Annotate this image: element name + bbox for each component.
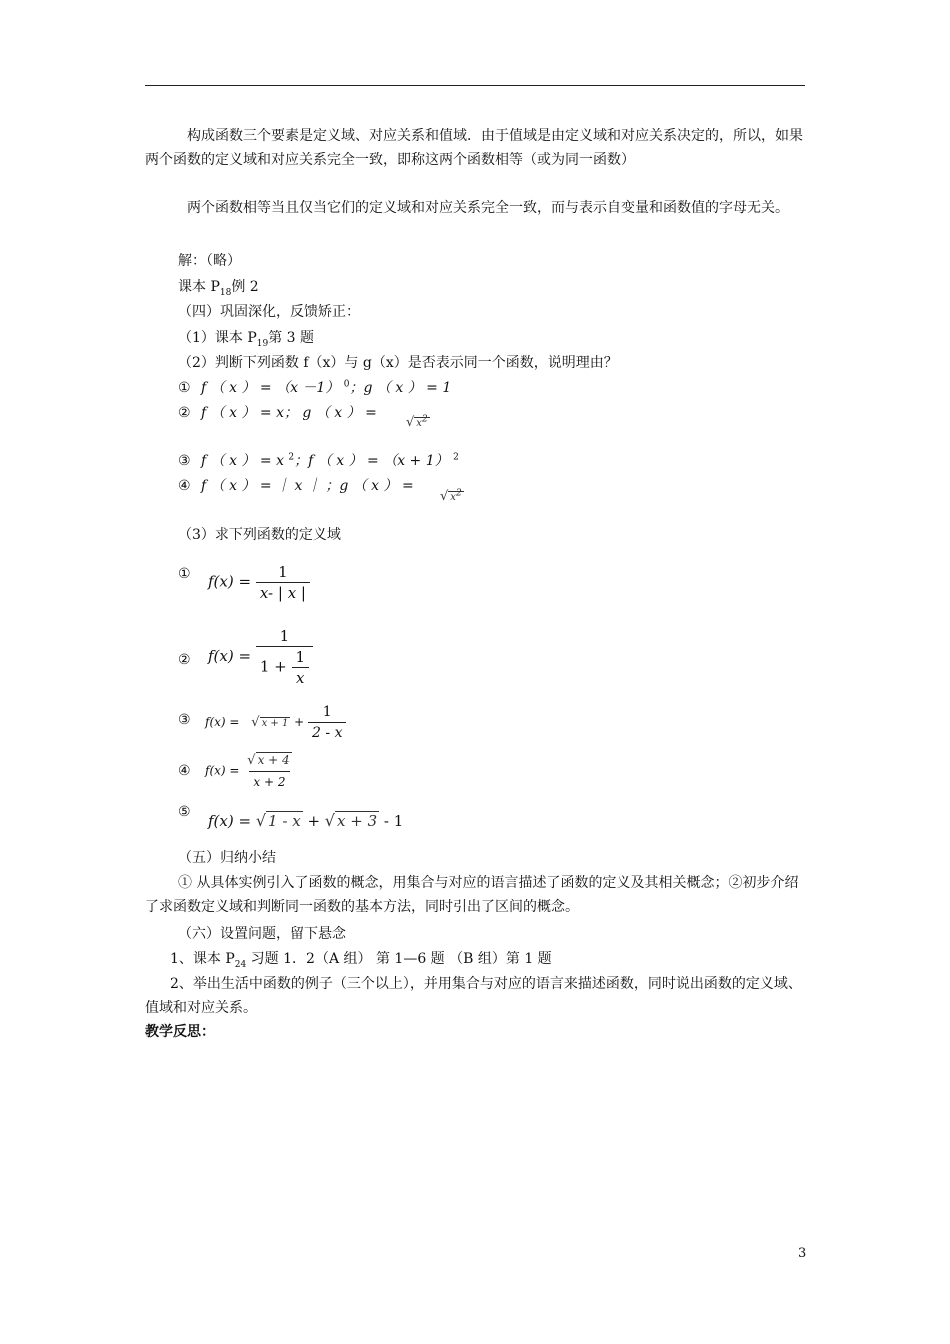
judge-expr-2: f （ x ） = x； g （ x ） = — [201, 405, 377, 421]
section-six-heading: （六）设置问题，留下悬念 — [178, 926, 346, 942]
sqrt-one-minus-x: √ 1 - x — [255, 811, 301, 830]
question-two: （2）判断下列函数 f（x）与 g（x）是否表示同一个函数，说明理由？ — [178, 355, 618, 371]
page-number: 3 — [798, 1246, 807, 1261]
radicand-5b: x + 3 — [337, 812, 378, 830]
circle-num-d5: ⑤ — [178, 804, 191, 820]
radicand-5a: 1 - x — [268, 812, 301, 830]
domain-formula-1 — [208, 564, 310, 601]
paragraph-elements: 构成函数三个要素是定义域、对应关系和值域．由于值域是由定义域和对应关系决定的，所以，如果两个函数的定义域和对应关系完全一致，即称这两个函数相等（或为同一函数） — [145, 128, 803, 168]
textbook-example — [178, 279, 259, 298]
question-one — [178, 330, 315, 349]
fraction-1-num: 1 — [278, 563, 288, 581]
judge-item-1 — [178, 380, 451, 396]
fraction-2-den — [256, 646, 313, 686]
fraction-1 — [256, 564, 310, 601]
fraction-4 — [243, 752, 295, 790]
tail-5: - 1 — [383, 812, 404, 830]
hw1-page: 24 — [234, 959, 247, 970]
hw1-prefix: 1、课本 P — [170, 951, 235, 967]
teaching-reflection-heading: 教学反思： — [145, 1024, 215, 1040]
fx-label-5: f(x) = — [208, 812, 252, 830]
fraction-3-den: 2 - x — [308, 722, 346, 741]
radicand-3: x + 1 — [261, 718, 289, 729]
judge-expr-3b: ；f （ x ） = （x + 1） — [294, 453, 454, 469]
circle-num-4: ④ — [178, 478, 191, 494]
sqrt-x-plus-4: √ x + 4 — [247, 753, 290, 768]
sqrt-x-plus-1: √ x + 1 — [251, 715, 289, 730]
domain-formula-4 — [205, 752, 296, 790]
circle-num-d3: ③ — [178, 712, 191, 728]
fraction-2-inner — [292, 649, 310, 686]
judge-exp-1: 0 — [343, 379, 350, 390]
question-three: （3）求下列函数的定义域 — [178, 527, 341, 543]
circle-num-3: ③ — [178, 453, 191, 469]
fraction-4-den: x + 2 — [249, 771, 289, 790]
section-five-heading: （五）归纳小结 — [178, 850, 276, 866]
sqrt-arg-2: x — [450, 492, 456, 503]
sqrt-x-squared-1 — [406, 414, 430, 432]
q1-page: 19 — [256, 338, 269, 349]
sqrt-symbol-1: √ $x^2$ — [406, 414, 428, 430]
sqrt-x-squared-2 — [440, 488, 464, 506]
fraction-2-num: 1 — [279, 627, 290, 645]
judge-item-3 — [178, 453, 459, 469]
plus-3: + — [294, 715, 305, 729]
judge-expr-1b: ；g （ x ） = 1 — [349, 380, 452, 396]
plus-5: + — [307, 812, 321, 830]
fx-label-1: f(x) = — [208, 572, 252, 591]
domain-formula-3 — [205, 704, 346, 741]
circle-num-2: ② — [178, 405, 191, 421]
fx-label-3: f(x) = — [205, 715, 240, 729]
circle-num-d4: ④ — [178, 763, 191, 779]
sqrt-arg-1: x — [416, 418, 422, 429]
judge-exp-3: 2 — [288, 452, 295, 463]
summary-paragraph: ① 从具体实例引入了函数的概念，用集合与对应的语言描述了函数的定义及其相关概念；②初步介绍了求函数定义域和判断同一函数的基本方法，同时引出了区间的概念。 — [145, 875, 799, 915]
fraction-2 — [256, 628, 313, 686]
fraction-3-num: 1 — [322, 704, 332, 720]
textbook-suffix: 例 2 — [231, 279, 259, 295]
fx-label-2: f(x) = — [208, 647, 252, 665]
domain-formula-5 — [208, 813, 403, 829]
judge-exp-3b: 2 — [453, 452, 459, 463]
judge-item-4 — [178, 478, 414, 494]
hw1-suffix: 习题 1．2（A 组） 第 1—6 题 （B 组）第 1 题 — [246, 951, 552, 967]
paragraph-equality: 两个函数相等当且仅当它们的定义域和对应关系完全一致，而与表示自变量和函数值的字母无关。 — [187, 200, 789, 216]
sqrt-symbol-2: √ $x^2$ — [440, 488, 462, 504]
judge-expr-3: f （ x ） = x — [201, 453, 289, 469]
domain-formula-2 — [208, 628, 313, 686]
header-rule — [145, 85, 805, 86]
homework-one — [170, 951, 552, 970]
sqrt-exp-2: 2 — [455, 488, 462, 499]
textbook-page: 18 — [219, 287, 232, 298]
judge-expr-4: f （ x ） = ｜ x ｜ ；g （ x ） = — [201, 478, 414, 494]
homework-two: 2、举出生活中函数的例子（三个以上），并用集合与对应的语言来描述函数，同时说出函数的定义域、值域和对应关系。 — [145, 976, 802, 1016]
fraction-2-inner-den: x — [292, 667, 308, 686]
circle-num-d1: ① — [178, 566, 191, 582]
q1-prefix: （1）课本 P — [178, 330, 257, 346]
fraction-4-num — [243, 752, 295, 771]
fx-label-4: f(x) = — [205, 763, 240, 778]
circle-num-d2: ② — [178, 652, 191, 668]
radicand-4: x + 4 — [257, 753, 290, 767]
q1-suffix: 第 3 题 — [268, 330, 315, 346]
circle-num-1: ① — [178, 380, 191, 396]
judge-expr-1: f （ x ） = （x －1） — [201, 380, 344, 396]
sqrt-exp-1: 2 — [421, 414, 428, 425]
textbook-prefix: 课本 P — [178, 279, 220, 295]
fraction-3 — [308, 704, 346, 741]
solution-line: 解：（略） — [178, 253, 241, 269]
fraction-1-den: x- | x | — [256, 582, 310, 601]
sqrt-x-plus-3: √ x + 3 — [324, 811, 378, 830]
section-four-heading: （四）巩固深化，反馈矫正： — [178, 304, 360, 320]
judge-item-2 — [178, 405, 377, 421]
fraction-2-den-lead: 1 + — [259, 657, 287, 676]
fraction-2-inner-num: 1 — [295, 648, 306, 666]
